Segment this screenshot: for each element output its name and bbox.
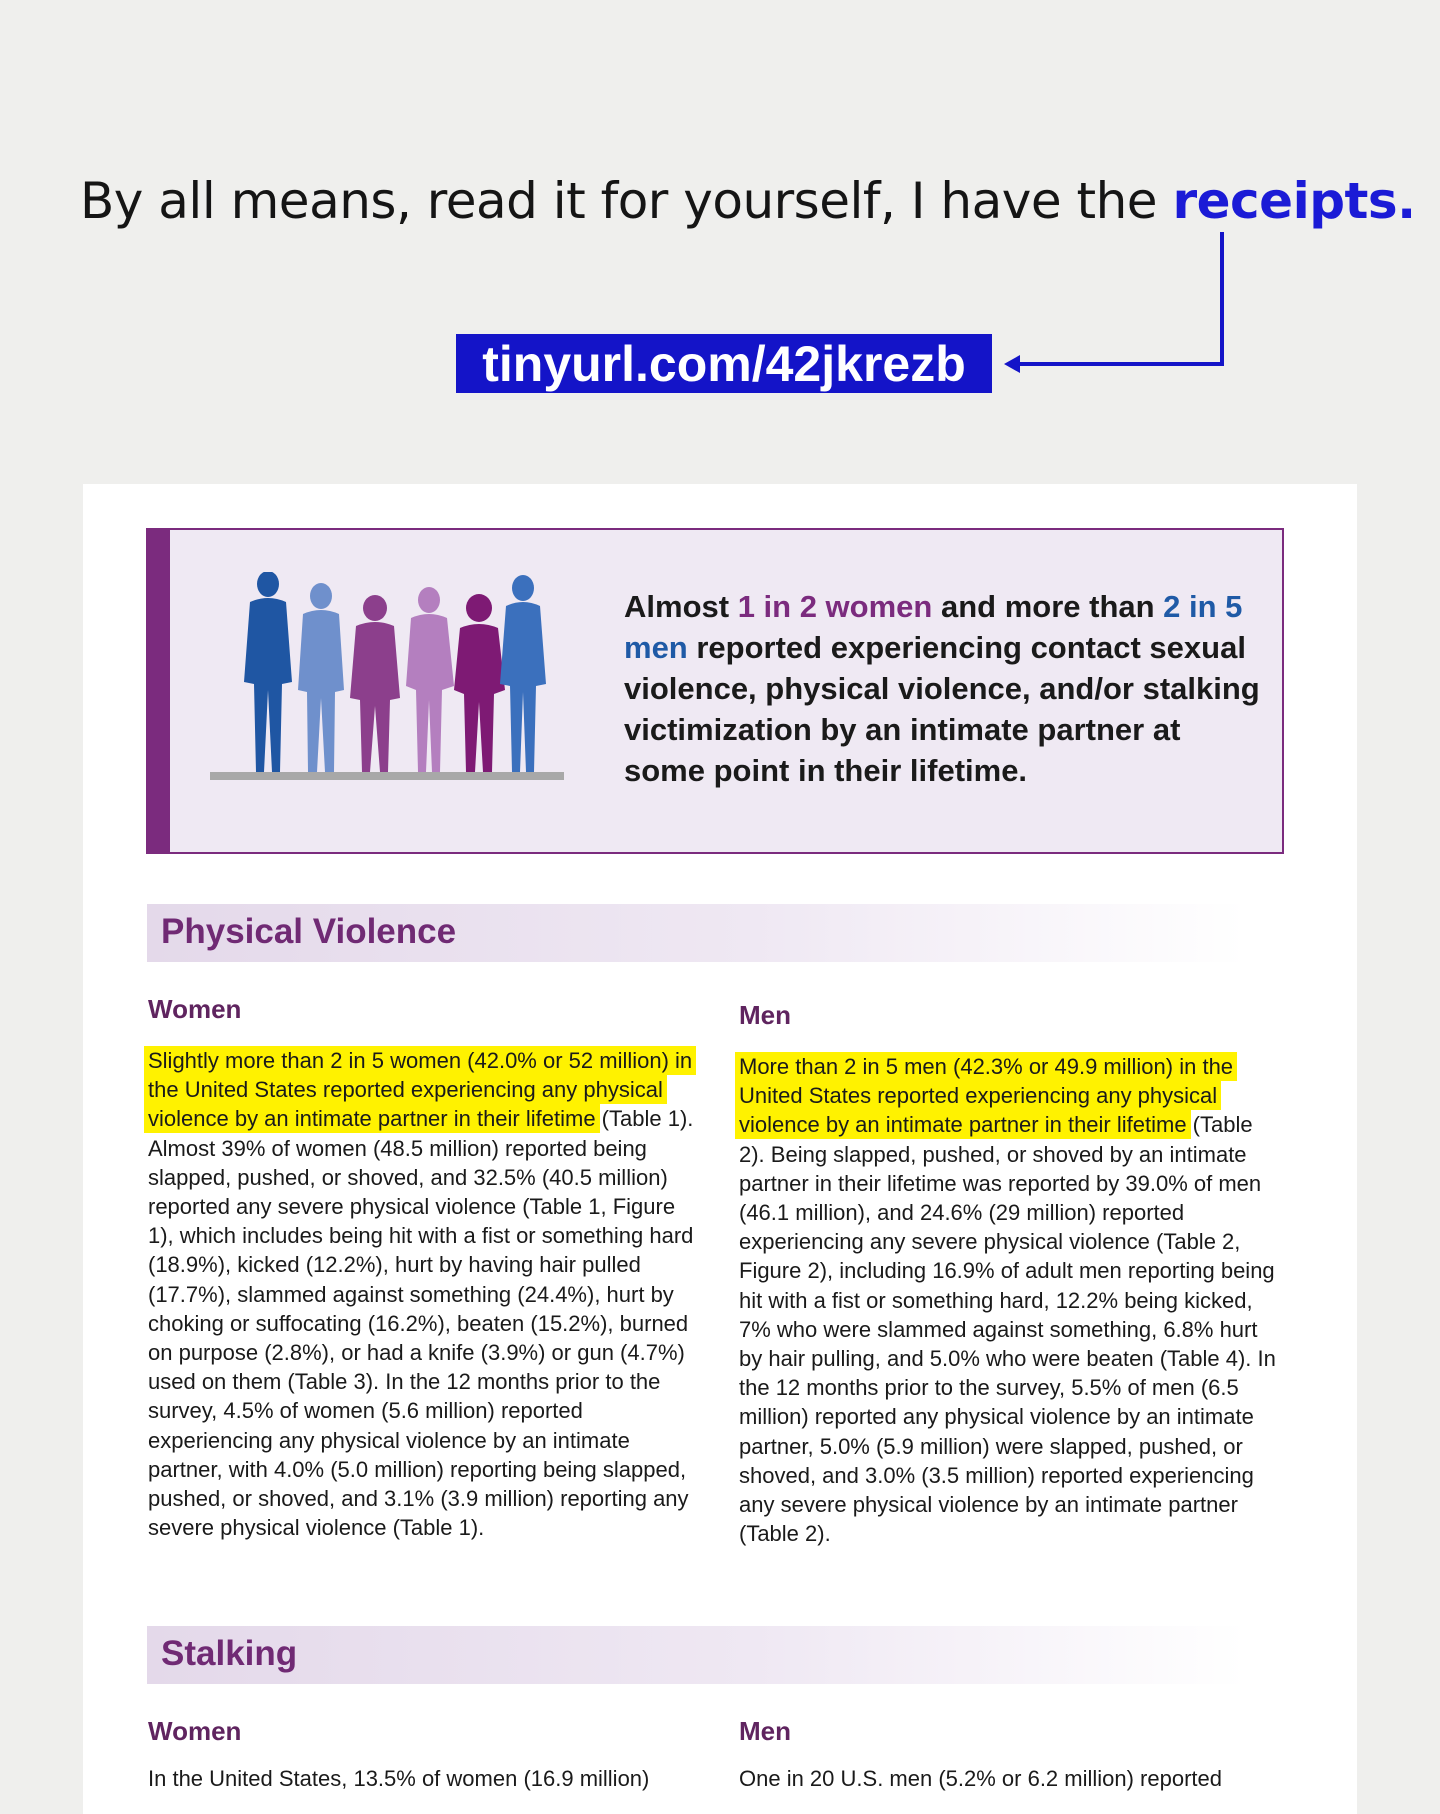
headline-prefix: By all means, read it for yourself, I have the — [80, 172, 1173, 230]
women-physical-violence-paragraph — [148, 1046, 698, 1542]
section-title: Physical Violence — [161, 912, 457, 951]
men-column-heading: Men — [739, 1000, 791, 1030]
headline-accent-receipts: receipts. — [1172, 172, 1416, 230]
callout-statement — [624, 586, 1264, 791]
highlighted-text: More than 2 in 5 men (42.3% or 49.9 million) in the United States reported experiencing any physical violence by an intimate partner in their lifetime — [735, 1052, 1237, 1139]
section-header-stalking — [147, 1626, 1247, 1684]
men-stalking-paragraph: One in 20 U.S. men (5.2% or 6.2 million) reported — [739, 1766, 1223, 1791]
callout-part3: reported experiencing contact sexual violence, physical violence, and/or stalking victimization by an intimate partner at some point in their lifetime. — [624, 630, 1260, 788]
men-column-heading: Men — [739, 1716, 791, 1746]
paragraph-text: (Table 1). Almost 39% of women (48.5 million) reported being slapped, pushed, or shoved, and 32.5% (40.5 million) reported any severe physical violence (Table 1, Figure 1), which includes being hit with a fist or something hard (18.9%), kicked (12.2%), hurt by having hair pulled (17.7%), slammed against something (24.4%), hurt by choking or suffocating (16.2%), beaten (15.2%), burned on purpose (2.8%), or had a knife (3.9%) or gun (4.7%) used on them (Table 3). In the 12 months prior to the survey, 4.5% of women (5.6 million) reported experiencing any physical violence by an intimate partner, with 4.0% (5.0 million) reporting being slapped, pushed, or shoved, and 3.1% (3.9 million) reporting any severe physical violence (Table 1). — [148, 1106, 694, 1541]
callout-part1: Almost — [624, 589, 738, 624]
women-stalking-paragraph: In the United States, 13.5% of women (16.9 million) — [148, 1766, 650, 1791]
paragraph-text: (Table 2). Being slapped, pushed, or shoved by an intimate partner in their lifetime was reported by 39.0% of men (46.1 million), and 24.6% (29 million) reported experiencing any severe physical violence (Table 2, Figure 2), including 16.9% of adult men reporting being hit with a fist or something hard, 12.2% being kicked, 7% who were slammed against something, 6.8% hurt by hair pulling, and 5.0% who were beaten (Table 4). In the 12 months prior to the survey, 5.5% of men (6.5 million) reported any physical violence by an intimate partner, 5.0% (5.9 million) were slapped, pushed, or shoved, and 3.0% (3.5 million) reported experiencing any severe physical violence by an intimate partner (Table 2). — [739, 1112, 1276, 1547]
section-title: Stalking — [161, 1634, 298, 1673]
section-header-physical-violence — [147, 904, 1247, 962]
men-statistic: 2 in 5 men — [624, 589, 1243, 665]
people-silhouettes-icon — [210, 572, 570, 794]
women-column-heading: Women — [148, 1716, 242, 1746]
tinyurl-link[interactable]: tinyurl.com/42jkrezb — [456, 334, 992, 393]
statistic-callout — [146, 528, 1284, 854]
highlighted-text: Slightly more than 2 in 5 women (42.0% or 52 million) in the United States reported experiencing any physical violence by an intimate partner in their lifetime — [144, 1046, 696, 1133]
women-column-heading: Women — [148, 994, 242, 1024]
document-page — [83, 484, 1357, 1814]
callout-accent-bar — [148, 530, 170, 852]
callout-part2: and more than — [932, 589, 1164, 624]
women-statistic: 1 in 2 women — [737, 589, 933, 624]
men-physical-violence-paragraph — [739, 1052, 1284, 1548]
headline — [80, 172, 1416, 230]
